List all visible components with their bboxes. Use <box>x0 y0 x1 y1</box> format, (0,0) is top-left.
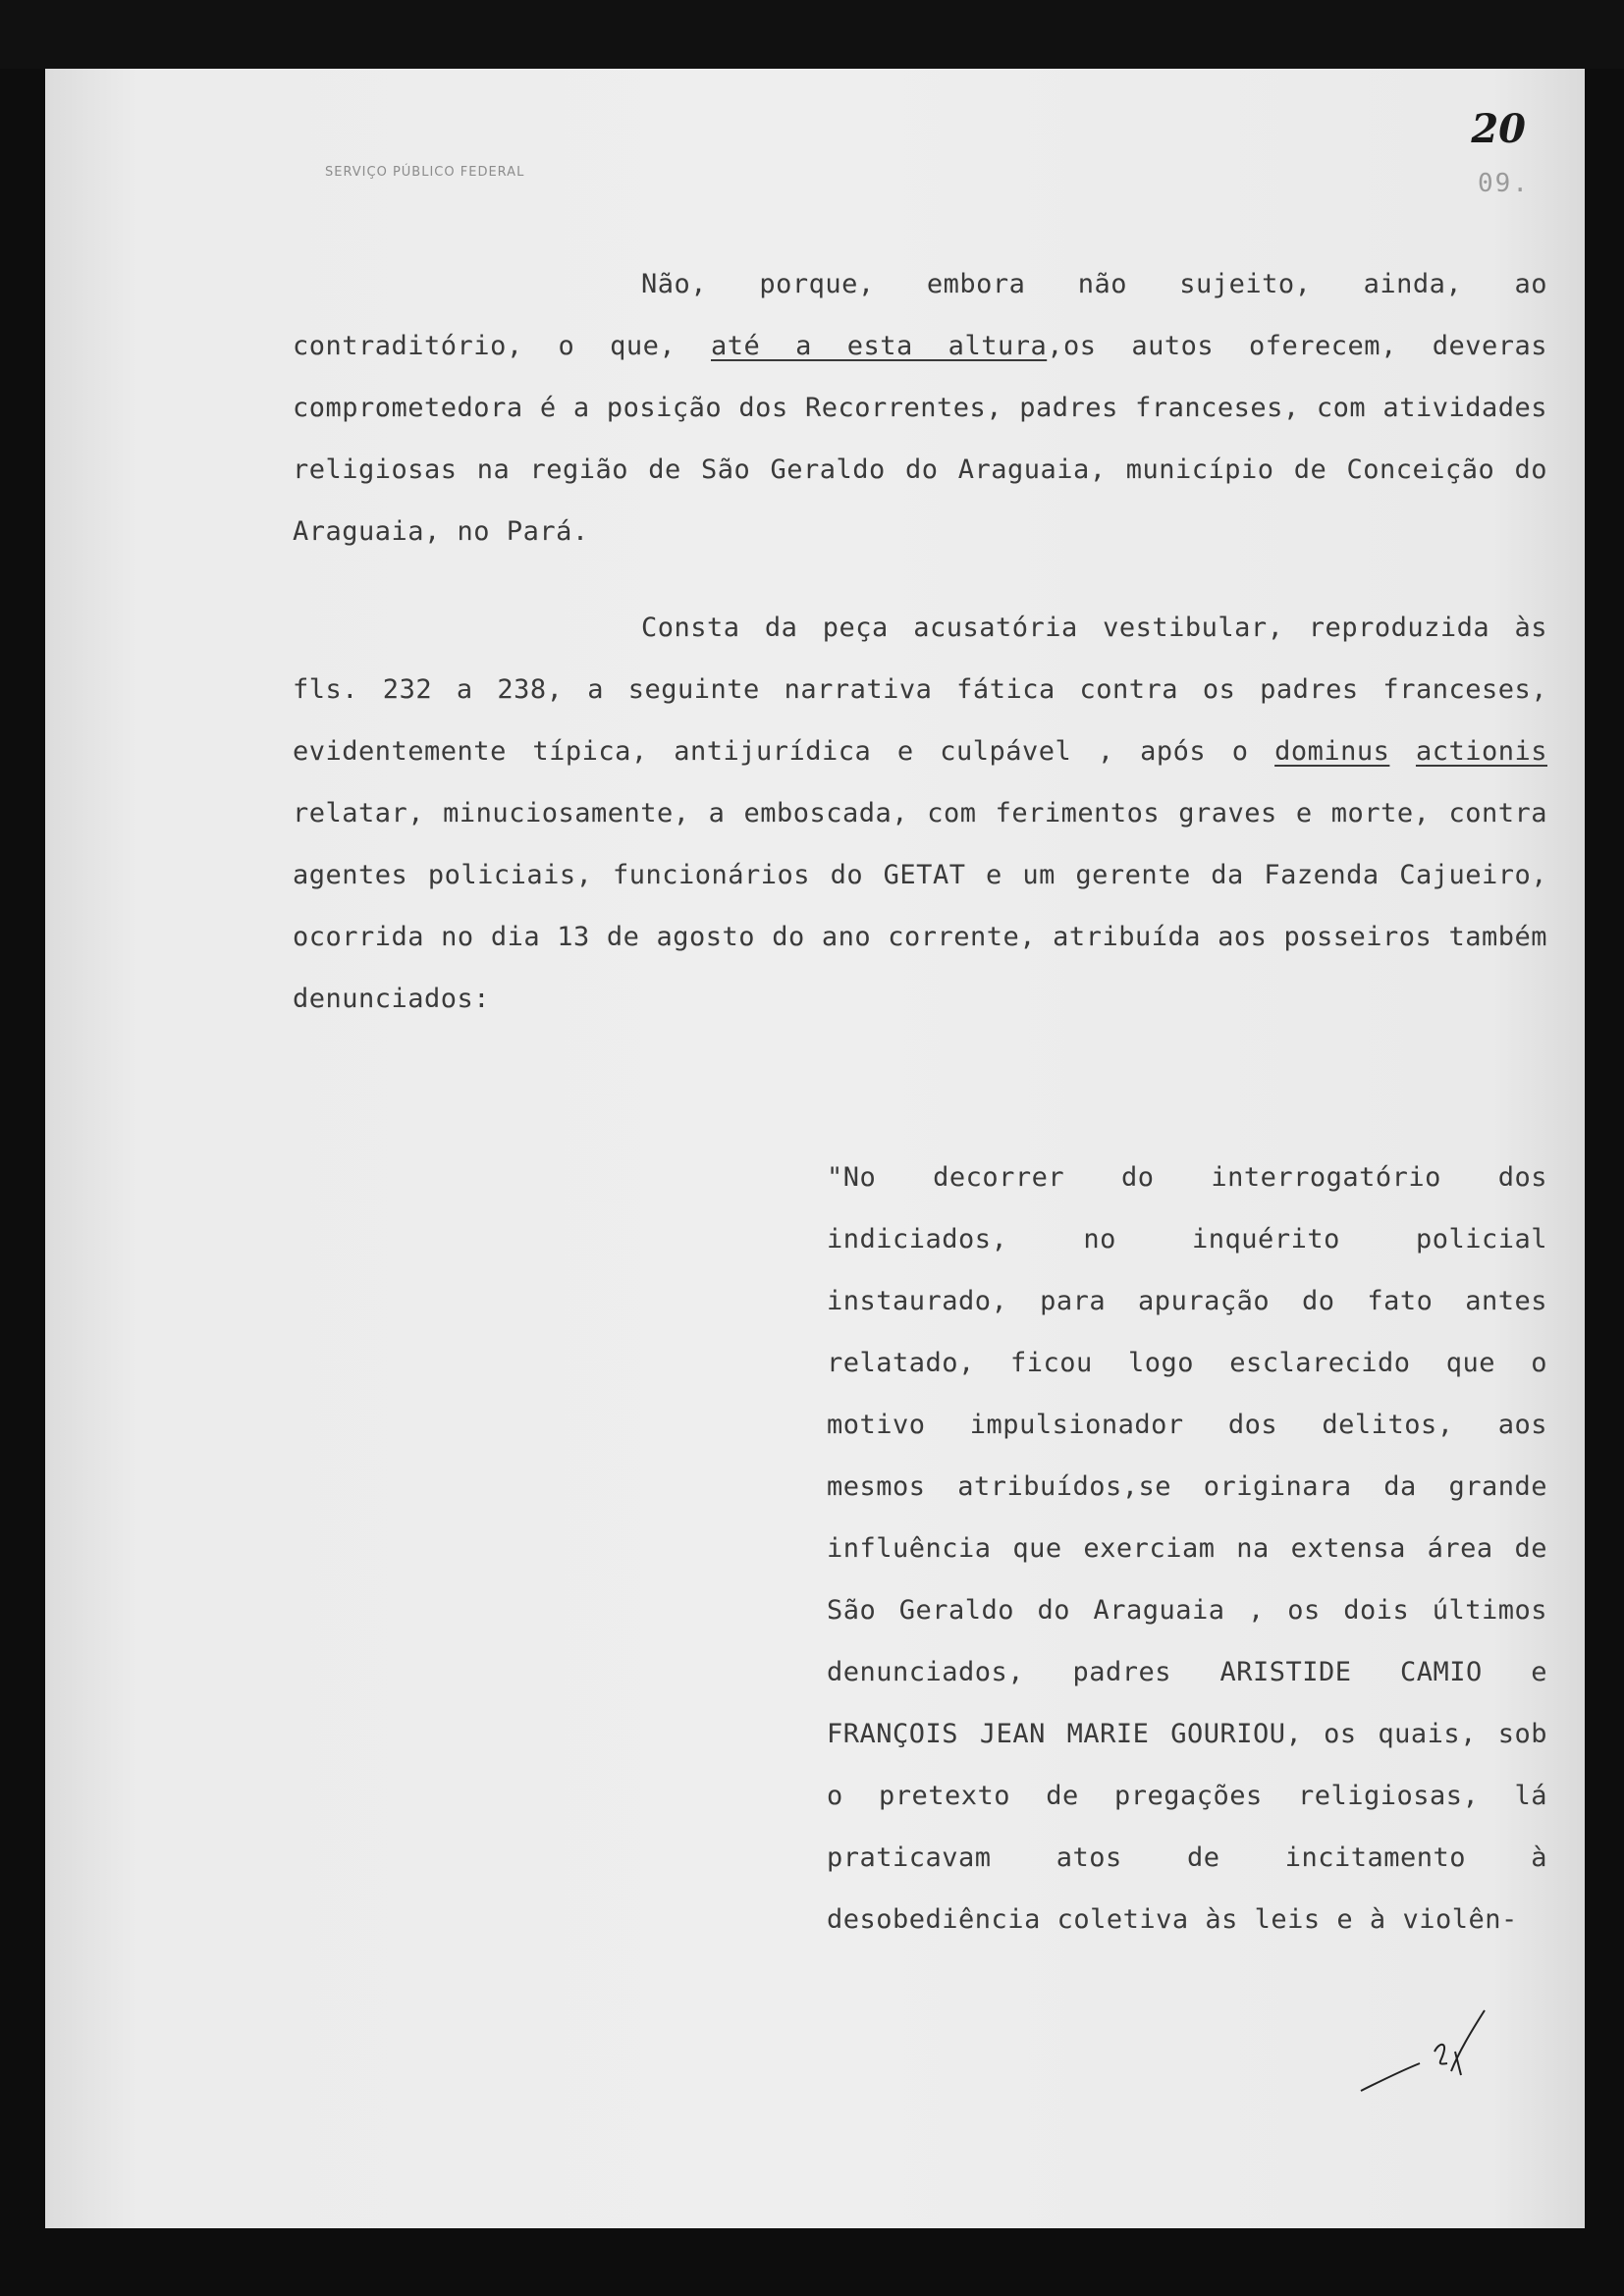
latin-term-dominus: dominus <box>1274 736 1390 767</box>
paragraph-1-text-a: Não, porque, embora não sujeito, ainda, ao contraditório, o que, <box>293 269 1547 361</box>
block-quote: "No decorrer do interrogatório dos indiciados, no inquérito policial instaurado, para apuração do fato antes relatado, ficou logo esclarecido que o motivo impulsionador dos delitos, aos mesmos atribuídos,se originara da grande influência que exerciam na extensa área de São Geraldo do Araguaia , os dois últimos denunciados, padres ARISTIDE CAMIO e FRANÇOIS JEAN MARIE GOURIOU, os quais, sob o pretexto de pregações religiosas, lá praticavam atos de incitamento à desobediência coletiva às leis e à violên- <box>827 1162 1547 1935</box>
paragraph-1 <box>293 253 1547 562</box>
letterhead: SERVIÇO PÚBLICO FEDERAL <box>325 165 525 180</box>
initials-signature <box>1341 1993 1557 2110</box>
paragraph-2-text-a: Consta da peça acusatória vestibular, reproduzida às fls. 232 a 238, a seguinte narrativa fática contra os padres franceses, evidentemente típica, antijurídica e culpável , após o <box>293 613 1547 767</box>
document-page <box>45 69 1585 2228</box>
scan-border <box>0 0 1624 69</box>
paragraph-2-text-b: relatar, minuciosamente, a emboscada, com ferimentos graves e morte, contra agentes policiais, funcionários do GETAT e um gerente da Fazenda Cajueiro, ocorrida no dia 13 de agosto do ano corrente, atribuída aos posseiros também denunciados: <box>293 798 1547 1014</box>
latin-term-actionis: actionis <box>1415 736 1547 767</box>
paragraph-2-space <box>1389 736 1416 767</box>
underlined-phrase: até a esta altura <box>711 331 1048 361</box>
paragraph-1-text-b: ,os autos oferecem, deveras comprometedora é a posição dos Recorrentes, padres franceses, com atividades religiosas na região de São Geraldo do Araguaia, município de Conceição do Araguaia, no Pará. <box>293 331 1547 547</box>
page-number: 20 <box>1471 106 1526 152</box>
paragraph-2 <box>293 597 1547 1030</box>
sheet-number: 09. <box>1478 169 1530 198</box>
